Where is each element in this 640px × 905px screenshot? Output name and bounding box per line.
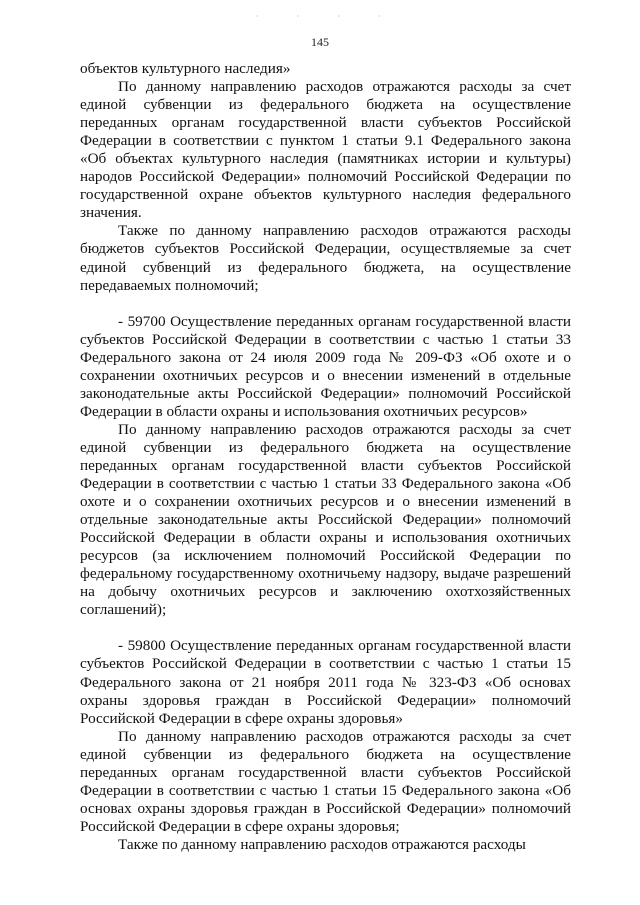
paragraph: По данному направлению расходов отражаются расходы за счет единой субвенции из федерального бюджета на осуществление переданных органам государственной власти субъектов Российской Федерации в соответствии с пунктом 1 статьи 9.1 Федерального закона «Об объектах культурного наследия (памятниках истории и культуры) народов Российской Федерации» полномочий Российской Федерации по государственной охране объектов культурного наследия федерального значения. xyxy=(80,78,571,222)
paragraph-truncated: Также по данному направлению расходов отражаются расходы xyxy=(118,835,526,853)
paragraph: По данному направлению расходов отражаются расходы за счет единой субвенции из федерального бюджета на осуществление переданных органам государственной власти субъектов Российской Федерации в соответствии с частью 1 статьи 15 Федерального закона «Об основах охраны здоровья граждан в Российской Федерации» полномочий Российской Федерации в сфере охраны здоровья; xyxy=(80,727,571,835)
scan-artifact-dots: · · · · xyxy=(256,12,399,21)
paragraph: Также по данному направлению расходов отражаются расходы бюджетов субъектов Российской Федерации, осуществляемые за счет единой субвенций из федерального бюджета, на осуществление передаваемых полномочий; xyxy=(80,222,571,294)
document-body xyxy=(80,60,571,854)
code-item-59700: - 59700 Осуществление переданных органам государственной власти субъектов Российской Федерации в соответствии с частью 1 статьи 33 Федерального закона от 24 июля 2009 года № 209-ФЗ «Об охоте и о сохранении охотничьих ресурсов и о внесении изменений в отдельные законодательные акты Российской Федерации» полномочий Российской Федерации в области охраны и использования охотничьих ресурсов» xyxy=(80,312,571,420)
page-number: 145 xyxy=(311,35,329,49)
paragraph-heading-continuation: объектов культурного наследия» xyxy=(80,60,291,77)
paragraph: По данному направлению расходов отражаются расходы за счет единой субвенции из федерального бюджета на осуществление переданных органам государственной власти субъектов Российской Федерации в соответствии с частью 1 статьи 33 Федерального закона «Об охоте и о сохранении охотничьих ресурсов и о внесении изменений в отдельные законодательные акты Российской Федерации» полномочий Российской Федерации в области охраны и использования охотничьих ресурсов (за исключением полномочий Российской Федерации по федеральному государственному охотничьему надзору, выдаче разрешений на добычу охотничьих ресурсов и заключению охотхозяйственных соглашений); xyxy=(80,420,571,619)
code-item-59800: - 59800 Осуществление переданных органам государственной власти субъектов Российской Федерации в соответствии с частью 1 статьи 15 Федерального закона от 21 ноября 2011 года № 323-ФЗ «Об основах охраны здоровья граждан в Российской Федерации» полномочий Российской Федерации в сфере охраны здоровья» xyxy=(80,637,571,727)
